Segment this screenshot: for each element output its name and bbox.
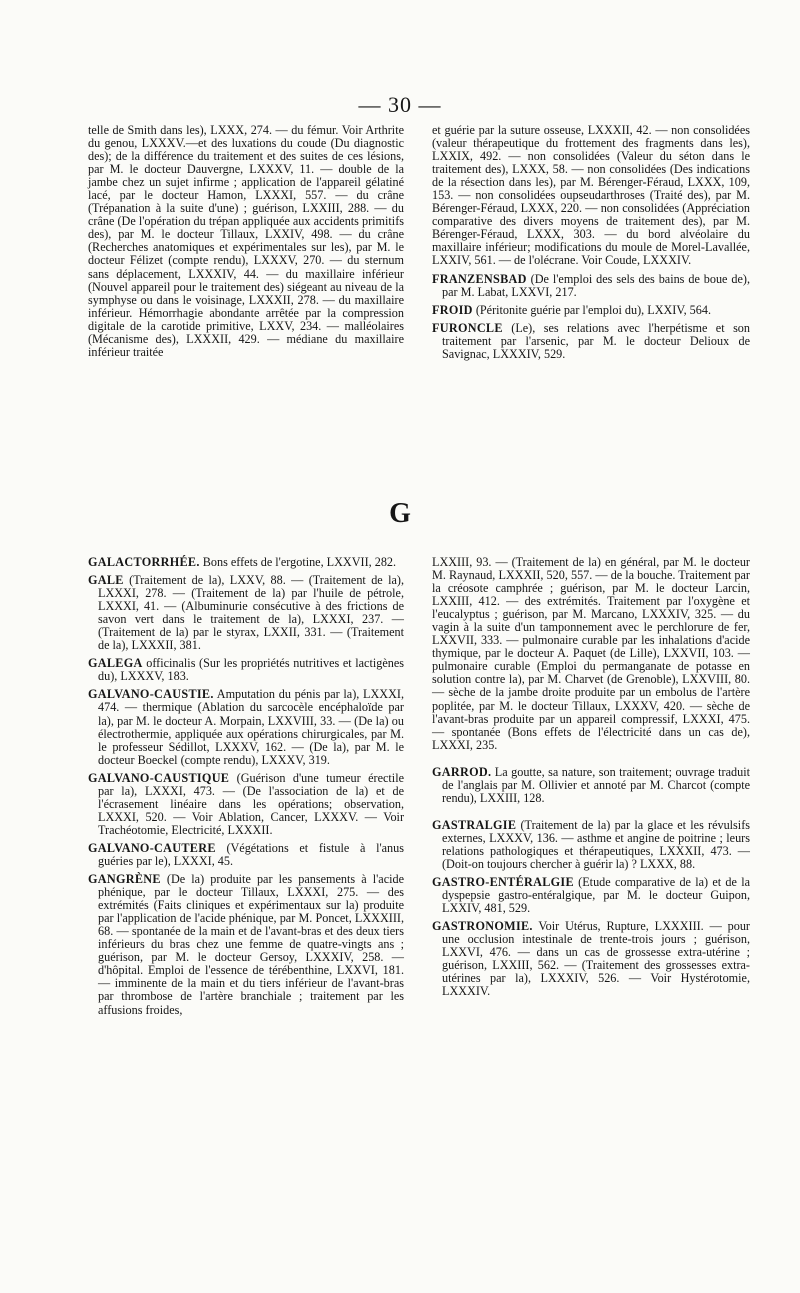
index-entry: GARROD. La goutte, sa nature, son traitement; ouvrage traduit de l'anglais par M. Ollivier et annoté par M. Charcot (compte rendu), LXXIII, 128.	[432, 764, 750, 805]
entry-headword: GALVANO-CAUSTIQUE	[88, 770, 230, 785]
entry-headword: GASTRONOMIE.	[432, 919, 533, 934]
entry-headword: FRANZENSBAD	[432, 271, 527, 286]
top-right-column	[432, 124, 750, 366]
index-entry: GALE (Traitement de la), LXXV, 88. — (Traitement de la), LXXXI, 278. — (Traitement de la) par l'huile de pétrole, LXXXI, 41. — (Albuminurie consécutive à des frictions de savon vert dans le traitement de la), LXXXI, 237. — (Traitement de la) par le styrax, LXXII, 331. — (Traitement de la), LXXXII, 381.	[88, 573, 404, 653]
index-entry: GASTRO-ENTÉRALGIE (Etude comparative de la) et de la dyspepsie gastro-entéralgique, par M. le docteur Guipon, LXXIV, 481, 529.	[432, 875, 750, 916]
entry-headword: GALVANO-CAUTERE	[88, 840, 216, 855]
index-entry: GALVANO-CAUTERE (Végétations et fistule à l'anus guéries par le), LXXXI, 45.	[88, 840, 404, 868]
entry-headword: GASTRALGIE	[432, 817, 517, 832]
index-entry: FURONCLE (Le), ses relations avec l'herpétisme et son traitement par l'arsenic, par M. le docteur Delioux de Savignac, LXXXIV, 529.	[432, 320, 750, 361]
index-entry: GASTRONOMIE. Voir Utérus, Rupture, LXXXIII. — pour une occlusion intestinale de trente-trois jours ; guérison, LXXVI, 476. — dans un cas de grossesse extra-utérine ; guérison, LXXIII, 562. — (Traitement des grossesses extra-utérines par la), LXXXIV, 526. — Voir Hystérotomie, LXXXIV.	[432, 919, 750, 999]
index-entry: GASTRALGIE (Traitement de la) par la glace et les révulsifs externes, LXXXV, 136. — asthme et angine de poitrine ; leurs relations pathologiques et thérapeutiques, LXXXII, 473. — (Doit-on toujours chercher à guérir la) ? LXXX, 88.	[432, 817, 750, 871]
entry-headword: FROID	[432, 302, 473, 317]
letter-heading: G	[389, 498, 411, 529]
index-entry: FROID (Péritonite guérie par l'emploi du), LXXIV, 564.	[432, 302, 712, 317]
entry-headword: GALEGA	[88, 656, 143, 671]
entry-headword: GARROD.	[432, 764, 492, 779]
index-entry: GALVANO-CAUSTIE. Amputation du pénis par la), LXXXI, 474. — thermique (Ablation du sarcocèle encéphaloïde par la), par M. le docteur A. Morpain, LXXVIII, 33. — (De la) ou électrothermie, appliquée aux opérations chirurgicales, par M. le professeur Sédillot, LXXXV, 162. — (De la), par M. le docteur Boeckel (compte rendu), LXXXV, 319.	[88, 687, 404, 767]
bottom-right-column	[432, 556, 750, 1003]
index-entry: GALEGA officinalis (Sur les propriétés nutritives et lactigènes du), LXXXV, 183.	[88, 656, 404, 684]
index-entry: GALACTORRHÉE. Bons effets de l'ergotine, LXXVII, 282.	[88, 555, 397, 569]
page-number: — 30 —	[358, 92, 442, 117]
entry-headword: GALACTORRHÉE.	[88, 555, 200, 569]
index-entry: GANGRÈNE (De la) produite par les pansements à l'acide phénique, par le docteur Tillaux, LXXXI, 275. — des extrémités (Faits cliniques et expérimentaux sur la) produite par l'application de l'acide phénique, par M. Poncet, LXXXIII, 68. — spontanée de la main et de l'avant-bras et des deux tiers inférieurs du bras chez une femme de quatre-vingts ans ; guérison, par M. le docteur Gersoy, LXXXIV, 258. — d'hôpital. Emploi de l'essence de térébenthine, LXXVI, 181. — imminente de la main et du tiers inférieur de l'avant-bras par thrombose de l'artère branchiale ; traitement par les affusions froides,	[88, 872, 404, 1017]
entry-continuation: et guérie par la suture osseuse, LXXXII, 42. — non consolidées (valeur thérapeutique du frottement des fragments dans les), LXXIX, 492. — non consolidées (Valeur du séton dans le traitement des), LXXX, 58. — non consolidées (Des indications de la résection dans les), par M. Bérenger-Féraud, LXXX, 109, 153. — non consolidées oupseudarthroses (Traité des), par M. Bérenger-Féraud, LXXX, 220. — non consolidées (Appréciation comparative des divers moyens de traitement des), par M. Bérenger-Féraud, LXXX, 303. — du bord alvéolaire du maxillaire inférieur; modifications du moule de Morel-Lavallée, LXXIV, 561. — de l'olécrane. Voir Coude, LXXXIV.	[432, 123, 750, 268]
entry-headword: GASTRO-ENTÉRALGIE	[432, 875, 574, 890]
index-entry: FRANZENSBAD (De l'emploi des sels des bains de boue de), par M. Labat, LXXVI, 217.	[432, 271, 750, 299]
entry-continuation: LXXIII, 93. — (Traitement de la) en général, par M. le docteur M. Raynaud, LXXXII, 520, 557. — de la bouche. Traitement par la créosote camphrée ; guérison, par M. le docteur Larcin, LXXIII, 412. — des extrémités. Traitement par l'oxygène et l'eucalyptus ; guérison, par M. Marcano, LXXXIV, 325. — du vagin à la suite d'un tamponnement avec le perchlorure de fer, LXXVII, 333. — pulmonaire curable par les inhalations d'acide thymique, par le docteur A. Paquet (de Lille), LXXVII, 103. — pulmonaire curable (Emploi du permanganate de potasse en solution contre la), par M. Charvet (de Grenoble), LXXVIII, 80. — sèche de la jambe droite produite par un embolus de l'artère poplitée, par M. le docteur Tillaux, LXXXV, 420. — sèche de l'avant-bras produite par un appareil compressif, LXXXI, 475. — spontanée (Bons effets de l'électricité dans un cas de), LXXXI, 235.	[432, 555, 750, 752]
entry-headword: GANGRÈNE	[88, 872, 161, 887]
entry-headword: FURONCLE	[432, 320, 503, 335]
entry-headword: GALE	[88, 573, 124, 588]
bottom-left-column	[88, 556, 404, 1022]
entry-headword: GALVANO-CAUSTIE.	[88, 687, 214, 702]
top-left-column	[88, 124, 404, 364]
entry-continuation: telle de Smith dans les), LXXX, 274. — du fémur. Voir Arthrite du genou, LXXXV.—et des luxations du coude (Du diagnostic des); de la différence du traitement et des suites de ces lésions, par M. le docteur Dauvergne, LXXXV, 11. — double de la jambe chez un sujet infirme ; application de l'appareil gélatiné lacé, par le docteur Hamon, LXXXI, 557. — du crâne (Trépanation à la suite d'une) ; guérison, LXXIII, 288. — du crâne (De l'opération du trépan appliquée aux accidents primitifs des), par M. le docteur Tillaux, LXXIV, 498. — du crâne (Recherches anatomiques et expérimentales sur les), par M. le docteur Félizet (compte rendu), LXXXV, 270. — du sternum sans déplacement, LXXXIV, 44. — du maxillaire inférieur (Nouvel appareil pour le traitement des) siégeant au niveau de la symphyse ou dans le voisinage, LXXXII, 278. — du maxillaire inférieur. Hémorrhagie abondante arrêtée par la compression digitale de la carotide primitive, LXXV, 234. — malléolaires (Mécanisme des), LXXXII, 429. — médiane du maxillaire inférieur traitée	[88, 123, 404, 359]
index-entry: GALVANO-CAUSTIQUE (Guérison d'une tumeur érectile par la), LXXXI, 473. — (De l'association de la) et de l'écrasement linéaire dans les opérations; observation, LXXXI, 520. — Voir Ablation, Cancer, LXXXV. — Voir Trachéotomie, Electricité, LXXXII.	[88, 770, 404, 837]
